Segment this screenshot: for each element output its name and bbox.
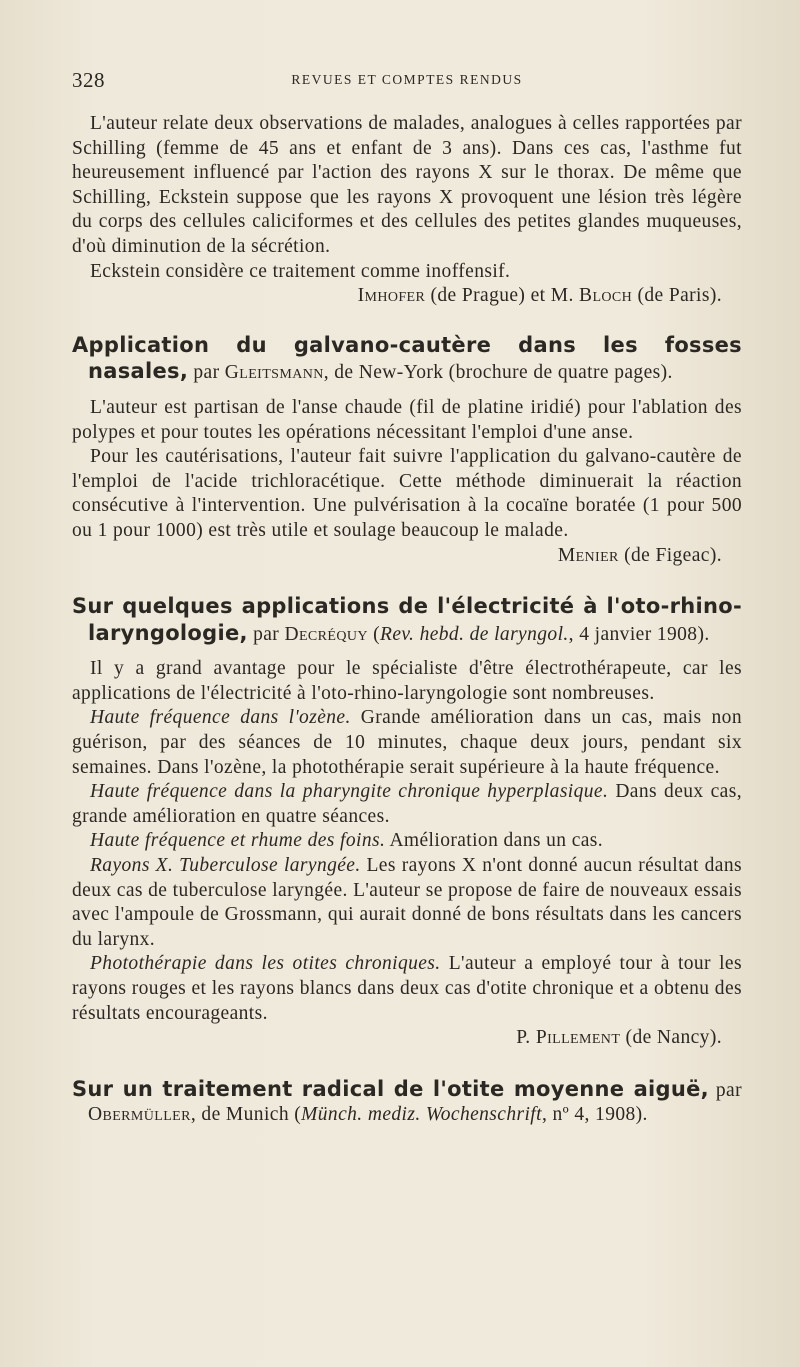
article-signature: [72, 1026, 742, 1051]
article-author: Obermüller: [88, 1104, 191, 1126]
signature-author-1: Imhofer: [357, 285, 426, 307]
signature-prefix: P.: [516, 1027, 536, 1049]
paragraph-text: L'auteur a employé tour à tour les rayons rouges et les rayons blancs dans deux cas d'otite chronique et a obtenu des résultats encourageants.: [72, 953, 742, 1024]
article-journal: Münch. mediz. Wochenschrift: [301, 1104, 542, 1126]
article-paragraph: [72, 829, 742, 854]
paragraph-text: Les rayons X n'ont donné aucun résultat dans deux cas de tuberculose laryngée. L'auteur se propose de faire de nouveaux essais avec l'ampoule de Grossmann, qui aurait donné de bons résultats dans les cancers du larynx.: [72, 855, 742, 950]
article-galvano-cautere: [72, 333, 742, 568]
signature-place: (de Nancy).: [620, 1027, 722, 1049]
article-paragraph: [72, 854, 742, 952]
article-source-close: , 4 janvier 1908).: [568, 623, 710, 645]
intro-paragraph-1: L'auteur relate deux observations de malades, analogues à celles rapportées par Schilling (femme de 45 ans et enfant de 3 ans). Dans ces cas, l'asthme fut heureusement influencé par l'action des rayons X sur le thorax. De même que Schilling, Eckstein suppose que les rayons X provoquent une lésion très légère du corps des cellules caliciformes et des cellules des petites glandes muqueuses, d'où diminution de la sécrétion.: [72, 113, 742, 257]
article-paragraph: [72, 706, 742, 780]
paragraph-heading: Rayons X. Tuberculose laryngée.: [90, 855, 361, 877]
article-heading: [72, 1077, 742, 1128]
article-heading: [72, 333, 742, 386]
article-electricite: [72, 594, 742, 1051]
article-paragraph: [72, 952, 742, 1026]
signature-place-2: (de Paris).: [632, 285, 722, 307]
article-source: , de New-York (brochure de quatre pages).: [323, 362, 673, 384]
article-title: Application du galvano-cautère dans les fosses nasales,: [72, 332, 742, 384]
article-signature: [72, 544, 742, 569]
article-paragraph: Pour les cautérisations, l'auteur fait suivre l'application du galvano-cautère de l'emploi de l'acide trichloracétique. Cette méthode diminuerait la réaction consécutive à l'intervention. Une pulvérisation à la cocaïne boratée (1 pour 500 ou 1 pour 1000) est très utile et soulage beaucoup le malade.: [72, 446, 742, 541]
intro-signature: [72, 284, 742, 309]
signature-author: Menier: [557, 544, 619, 566]
signature-author-2: Bloch: [579, 285, 633, 307]
article-author: Gleitsmann: [224, 362, 324, 384]
intro-section: [72, 112, 742, 309]
article-paragraph: L'auteur est partisan de l'anse chaude (fil de platine iridié) pour l'ablation des polypes et pour toutes les opérations nécessitant l'emploi d'une anse.: [72, 396, 742, 443]
signature-place-1: (de Prague) et M.: [425, 285, 580, 307]
article-source-close: , nº 4, 1908).: [541, 1104, 648, 1126]
running-head: REVUES ET COMPTES RENDUS: [291, 72, 523, 87]
article-source-mid: , de Munich (: [190, 1104, 302, 1126]
article-by: par: [247, 623, 285, 645]
article-source-open: (: [367, 623, 381, 645]
article-heading: [72, 594, 742, 647]
intro-paragraph-2: Eckstein considère ce traitement comme inoffensif.: [90, 260, 511, 282]
article-paragraph: Il y a grand avantage pour le spécialiste d'être électrothérapeute, car les applications de l'électricité à l'oto-rhino-laryngologie sont nombreuses.: [72, 658, 742, 704]
article-paragraph: [72, 780, 742, 829]
signature-place: (de Figeac).: [618, 544, 722, 566]
article-by: par: [708, 1079, 742, 1101]
paragraph-heading: Photothérapie dans les otites chroniques.: [90, 953, 441, 975]
paragraph-text: Grande amélioration dans un cas, mais non guérison, par des séances de 10 minutes, chaque deux jours, pendant six semaines. Dans l'ozène, la photothérapie serait supérieure à la haute fréquence.: [72, 707, 742, 778]
paragraph-heading: Haute fréquence dans l'ozène.: [90, 707, 351, 729]
page-body: [72, 112, 742, 1138]
paragraph-text: Dans deux cas, grande amélioration en quatre séances.: [72, 781, 742, 827]
page-number: 328: [72, 68, 105, 92]
signature-author: Pillement: [535, 1027, 621, 1049]
article-otite-moyenne: [72, 1077, 742, 1128]
paragraph-heading: Haute fréquence dans la pharyngite chronique hyperplasique.: [90, 781, 609, 803]
page-header: [72, 68, 742, 92]
paragraph-heading: Haute fréquence et rhume des foins.: [90, 830, 386, 852]
article-author: Decréquy: [284, 623, 368, 645]
article-by: par: [188, 362, 225, 384]
article-journal: Rev. hebd. de laryngol.: [380, 623, 569, 645]
article-title: Sur un traitement radical de l'otite moyenne aiguë,: [72, 1076, 709, 1101]
paragraph-text: Amélioration dans un cas.: [385, 830, 604, 852]
article-title: Sur quelques applications de l'électricité à l'oto-rhino-laryngologie,: [72, 594, 742, 645]
